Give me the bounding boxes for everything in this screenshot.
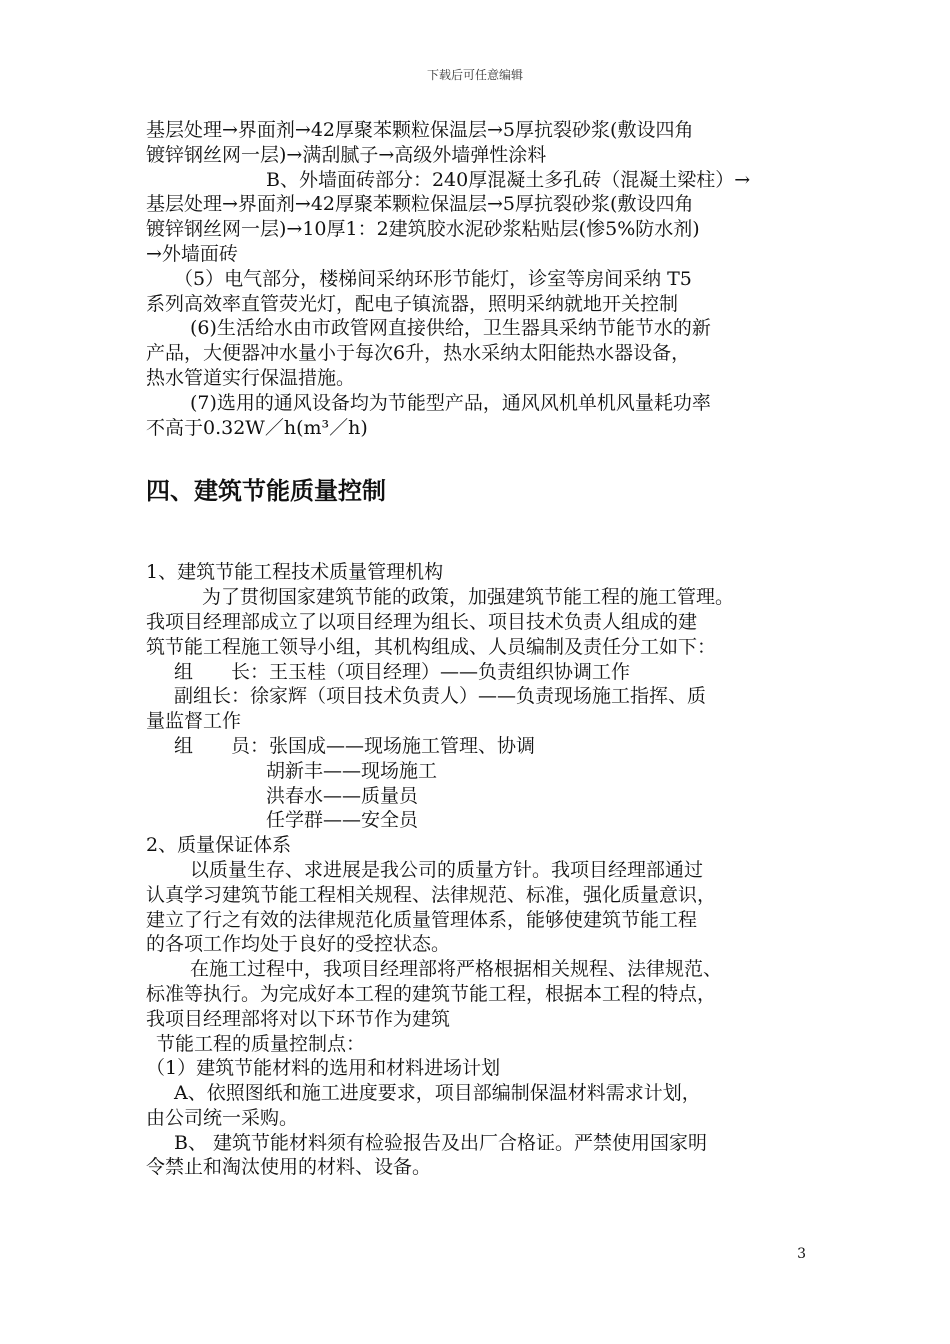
text-line: 筑节能工程施工领导小组，其机构组成、人员编制及责任分工如下： xyxy=(146,635,717,658)
text-line: 基层处理→界面剂→42厚聚苯颗粒保温层→5厚抗裂砂浆(敷设四角 xyxy=(146,193,694,216)
text-line: 洪春水——质量员 xyxy=(266,784,419,807)
text-line: 镀锌钢丝网一层)→满刮腻子→高级外墙弹性涂料 xyxy=(146,143,547,166)
text-line: 令禁止和淘汰使用的材料、设备。 xyxy=(146,1156,432,1179)
text-line: 认真学习建筑节能工程相关规程、法律规范、标准，强化质量意识， xyxy=(146,883,717,906)
text-line: 在施工过程中，我项目经理部将严格根据相关规程、法律规范、 xyxy=(190,958,723,981)
text-line: 的各项工作均处于良好的受控状态。 xyxy=(146,933,451,956)
text-line: B、外墙面砖部分：240厚混凝土多孔砖（混凝土梁柱）→ xyxy=(266,168,751,191)
text-line: 由公司统一采购。 xyxy=(146,1106,299,1129)
text-line: 胡新丰——现场施工 xyxy=(266,759,438,782)
text-line: 标准等执行。为完成好本工程的建筑节能工程，根据本工程的特点， xyxy=(146,982,717,1005)
text-line: →外墙面砖 xyxy=(146,242,238,265)
section-heading: 四、建筑节能质量控制 xyxy=(146,477,386,506)
text-line: 以质量生存、求进展是我公司的质量方针。我项目经理部通过 xyxy=(190,858,704,881)
text-line: 副组长：徐家辉（项目技术负责人）——负责现场施工指挥、质 xyxy=(174,685,707,708)
text-line: 产品，大便器冲水量小于每次6升，热水采纳太阳能热水器设备， xyxy=(146,342,691,365)
text-line: 我项目经理部将对以下环节作为建筑 xyxy=(146,1007,451,1030)
text-line: 我项目经理部成立了以项目经理为组长、项目技术负责人组成的建 xyxy=(146,610,698,633)
text-line: 基层处理→界面剂→42厚聚苯颗粒保温层→5厚抗裂砂浆(敷设四角 xyxy=(146,119,694,141)
text-line: A、依照图纸和施工进度要求，项目部编制保温材料需求计划， xyxy=(174,1082,701,1105)
text-line: 热水管道实行保温措施。 xyxy=(146,366,356,389)
text-line: 建立了行之有效的法律规范化质量管理体系，能够使建筑节能工程 xyxy=(146,908,698,931)
text-line: 系列高效率直管荧光灯，配电子镇流器，照明采纳就地开关控制 xyxy=(146,292,679,315)
text-line: 为了贯彻国家建筑节能的政策，加强建筑节能工程的施工管理。 xyxy=(202,586,735,609)
text-line: （1）建筑节能材料的选用和材料进场计划 xyxy=(146,1057,501,1080)
text-line: 量监督工作 xyxy=(146,710,242,733)
document-body xyxy=(146,118,810,1180)
text-line: 不高于0.32W／h(m³／h) xyxy=(146,416,368,439)
page-number: 3 xyxy=(797,1246,806,1262)
text-line: (6)生活给水由市政管网直接供给，卫生器具采纳节能节水的新 xyxy=(190,317,711,340)
subsection-title: 2、质量保证体系 xyxy=(146,834,292,857)
text-line: 镀锌钢丝网一层)→10厚1：2建筑胶水泥砂浆粘贴层(惨5%防水剂) xyxy=(146,218,700,241)
text-line: 组 长：王玉桂（项目经理）——负责组织协调工作 xyxy=(174,660,631,683)
subsection-title: 1、建筑节能工程技术质量管理机构 xyxy=(146,561,444,584)
text-line: （5）电气部分，楼梯间采纳环形节能灯，诊室等房间采纳 T5 xyxy=(174,267,692,290)
text-line: (7)选用的通风设备均为节能型产品，通风风机单机风量耗功率 xyxy=(190,391,711,414)
page-header: 下载后可任意编辑 xyxy=(426,68,523,82)
text-line: B、 建筑节能材料须有检验报告及出厂合格证。严禁使用国家明 xyxy=(174,1131,708,1154)
text-line: 组 员：张国成——现场施工管理、协调 xyxy=(174,734,536,757)
text-line: 任学群——安全员 xyxy=(266,809,419,832)
text-line: 节能工程的质量控制点： xyxy=(156,1032,366,1055)
